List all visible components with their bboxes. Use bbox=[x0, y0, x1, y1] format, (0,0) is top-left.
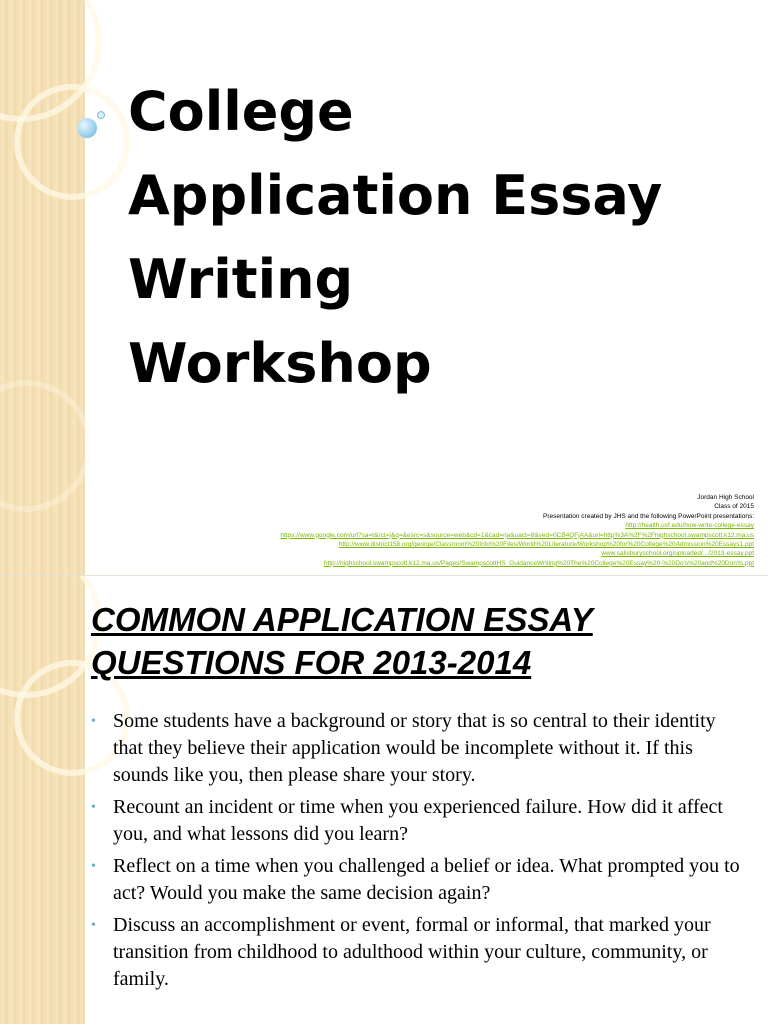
slide-heading bbox=[91, 598, 731, 684]
list-item bbox=[91, 708, 741, 789]
credits-class: Class of 2015 bbox=[714, 503, 754, 511]
slide-title bbox=[128, 70, 728, 406]
heading-line: QUESTIONS FOR 2013-2014 bbox=[91, 644, 532, 681]
credits-link[interactable]: http://health.usf.edu/how-write-college-essay bbox=[625, 522, 754, 530]
question-text: Discuss an accomplishment or event, formal or informal, that marked your transition from childhood to adulthood within your culture, community, or family. bbox=[113, 914, 711, 990]
credits-school: Jordan High School bbox=[697, 494, 754, 501]
title-line: Writing bbox=[128, 248, 354, 311]
title-line: College bbox=[128, 80, 354, 143]
list-item bbox=[91, 853, 741, 907]
list-item bbox=[91, 794, 741, 848]
credits-block bbox=[134, 493, 754, 568]
heading-line: COMMON APPLICATION ESSAY bbox=[91, 601, 593, 638]
credits-link[interactable]: http://highschool.swampscott.k12.ma.us/Pages/SwampscottHS_GuidanceWriting%20The%20College%20Essay%20-%20Do's%20and%20Don'ts.ppt bbox=[323, 559, 754, 567]
question-text: Some students have a background or story that is so central to their identity that they believe their application would be incomplete without it. If this sounds like you, then please share your story. bbox=[113, 710, 716, 786]
credits-link[interactable]: https://www.google.com/url?sa=t&rct=j&q=&esrc=s&source=web&cd=1&cad=rja&uact=8&ved=0CB4QFjAA&url=http%3A%2F%2Fhighschool.swampscott.k12.ma.us bbox=[280, 531, 754, 539]
bullet-icon: • bbox=[91, 859, 96, 874]
bullet-icon: • bbox=[91, 714, 96, 729]
bubble-icon bbox=[77, 118, 97, 138]
list-item bbox=[91, 912, 741, 993]
decorative-ring bbox=[14, 84, 130, 200]
credits-link[interactable]: www.salisburyschool.org/uploaded/.../2013-essay.ppt bbox=[601, 550, 754, 558]
title-line: Application Essay bbox=[128, 164, 663, 227]
credits-link[interactable]: http://www.district158.org/george/Classroom%20Info%20Files/World%20Literature/Workshop%20for%20College%20Admission%20Essays1.ppt bbox=[338, 541, 754, 549]
question-text: Reflect on a time when you challenged a belief or idea. What prompted you to act? Would you make the same decision again? bbox=[113, 855, 740, 904]
questions-slide bbox=[0, 576, 768, 1024]
bullet-icon: • bbox=[91, 800, 96, 815]
question-text: Recount an incident or time when you experienced failure. How did it affect you, and what lessons did you learn? bbox=[113, 796, 723, 845]
bullet-icon: • bbox=[91, 918, 96, 933]
question-list bbox=[91, 708, 741, 998]
credits-presented-by: Presentation created by JHS and the following PowerPoint presentations: bbox=[542, 512, 754, 520]
title-line: Workshop bbox=[128, 332, 432, 395]
small-bubble-icon bbox=[97, 111, 105, 119]
